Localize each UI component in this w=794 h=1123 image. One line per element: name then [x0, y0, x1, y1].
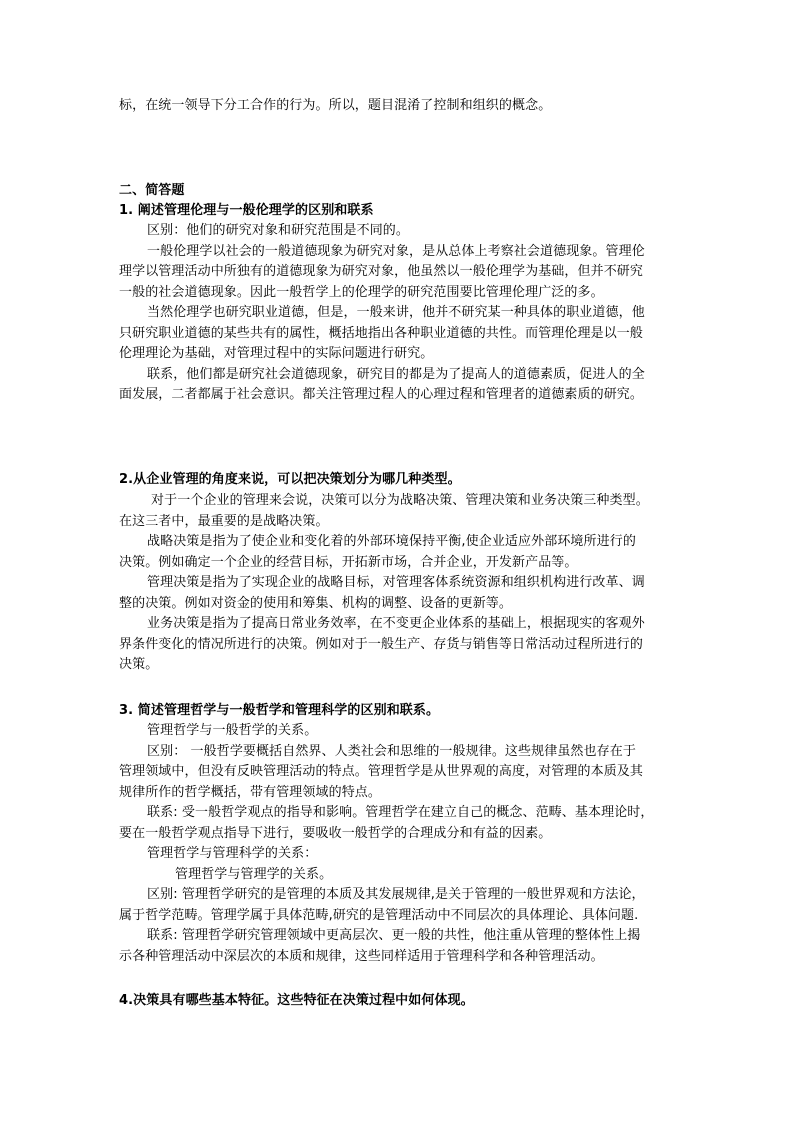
- question-1-answer: [119, 221, 679, 406]
- text-line: 战略决策是指为了使企业和变化着的外部环境保持平衡,使企业适应外部环境所进行的: [147, 534, 636, 549]
- text-line: 界条件变化的情况所进行的决策。例如对于一般生产、存货与销售等日常活动过程所进行的: [119, 636, 644, 652]
- text-line: 要在一般哲学观点指导下进行，要吸收一般哲学的合理成分和有益的因素。: [119, 825, 552, 841]
- question-2-answer: [119, 491, 679, 676]
- question-3-title: 3. 简述管理哲学与一般哲学和管理科学的区别和联系。: [119, 703, 440, 718]
- text-line: 面发展，二者都属于社会意识。都关注管理过程人的心理过程和管理者的道德素质的研究。: [119, 387, 644, 402]
- text-line: 决策。: [119, 657, 159, 672]
- text-line: 联系: 管理哲学研究管理领域中更高层次、更一般的共性，他注重从管理的整体性上揭: [147, 928, 641, 943]
- text-line: 标，在统一领导下分工合作的行为。所以，题目混淆了控制和组织的概念。: [119, 98, 552, 113]
- question-4-title: 4.决策具有哪些基本特征。这些特征在决策过程中如何体现。: [119, 993, 474, 1008]
- text-line: 对于一个企业的管理来会说，决策可以分为战略决策、管理决策和业务决策三种类型。: [151, 493, 649, 508]
- text-line: 区别： 一般哲学要概括自然界、人类社会和思维的一般规律。这些规律虽然也存在于: [147, 743, 636, 759]
- text-line: 管理领域中，但没有反映管理活动的特点。管理哲学是从世界观的高度，对管理的本质及其: [119, 764, 644, 779]
- question-1-title: 1. 阐述管理伦理与一般伦理学的区别和联系: [119, 203, 374, 218]
- text-line: 管理哲学与管理科学的关系：: [147, 846, 318, 861]
- text-line: 区别：他们的研究对象和研究范围是不同的。: [147, 223, 410, 238]
- text-line: 联系，他们都是研究社会道德现象，研究目的都是为了提高人的道德素质，促进人的全: [147, 366, 645, 382]
- text-line: 整的决策。例如对资金的使用和筹集、机构的调整、设备的更新等。: [119, 595, 513, 611]
- text-line: 理学以管理活动中所独有的道德现象为研究对象，他虽然以一般伦理学为基础，但并不研究: [119, 264, 644, 279]
- question-2-title: 2.从企业管理的角度来说，可以把决策划分为哪几种类型。: [119, 472, 461, 487]
- text-line: 联系: 受一般哲学观点的指导和影响。管理哲学在建立自己的概念、范畴、基本理论时，: [147, 805, 654, 820]
- text-line: 一般的社会道德现象。因此一般哲学上的伦理学的研究范围要比管理伦理广泛的多。: [119, 284, 604, 300]
- text-line: 伦理理论为基础，对管理过程中的实际问题进行研究。: [119, 346, 434, 361]
- text-line: 管理哲学与管理学的关系。: [175, 866, 333, 882]
- text-line: 管理决策是指为了实现企业的战略目标，对管理客体系统资源和组织机构进行改革、调: [147, 575, 645, 590]
- text-line: 决策。例如确定一个企业的经营目标，开拓新市场，合并企业，开发新产品等。: [119, 554, 578, 570]
- text-line: 规律所作的哲学概括，带有管理领域的特点。: [119, 784, 382, 800]
- question-3-answer: [119, 721, 679, 967]
- text-line: 只研究职业道德的某些共有的属性，概括地指出各种职业道德的共性。而管理伦理是以一般: [119, 325, 644, 341]
- text-line: 一般伦理学以社会的一般道德现象为研究对象，是从总体上考察社会道德现象。管理伦: [147, 243, 645, 259]
- text-line: 管理哲学与一般哲学的关系。: [147, 723, 318, 738]
- text-line: 区别: 管理哲学研究的是管理的本质及其发展规律,是关于管理的一般世界观和方法论，: [147, 887, 645, 902]
- text-line: 示各种管理活动中深层次的本质和规律，这些同样适用于管理科学和各种管理活动。: [119, 948, 604, 964]
- section-heading: 二、简答题: [119, 183, 185, 198]
- text-line: 属于哲学范畴。管理学属于具体范畴,研究的是管理活动中不同层次的具体理论、具体问题.: [119, 907, 639, 923]
- continuation-paragraph: [119, 96, 679, 117]
- text-line: 当然伦理学也研究职业道德，但是，一般来讲，他并不研究某一种具体的职业道德，他: [147, 305, 645, 320]
- text-line: 业务决策是指为了提高日常业务效率，在不变更企业体系的基础上，根据现实的客观外: [147, 616, 645, 631]
- text-line: 在这三者中，最重要的是战略决策。: [119, 513, 329, 529]
